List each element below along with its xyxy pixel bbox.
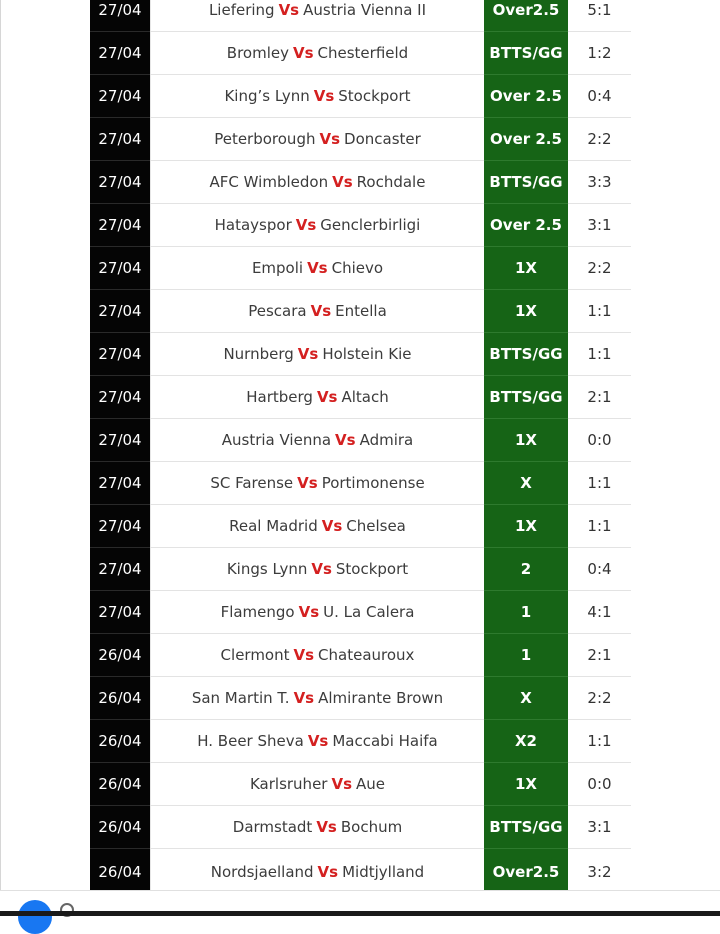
versus-label: Vs xyxy=(316,388,338,406)
versus-label: Vs xyxy=(307,259,328,277)
final-score: 5:1 xyxy=(568,0,631,31)
match-date: 27/04 xyxy=(90,505,150,548)
table-row xyxy=(90,505,631,548)
table-row xyxy=(90,677,631,720)
table-row xyxy=(90,204,631,247)
match-teams[interactable] xyxy=(150,548,484,590)
match-teams[interactable] xyxy=(150,376,484,418)
versus-label: Vs xyxy=(297,345,319,363)
home-team: Austria Vienna xyxy=(221,431,332,449)
match-date: 27/04 xyxy=(90,462,150,505)
prediction-tip: X xyxy=(484,677,568,720)
versus-label: Vs xyxy=(313,87,335,105)
versus-label: Vs xyxy=(278,1,300,19)
home-team: Kings Lynn xyxy=(226,560,308,578)
away-team: Midtjylland xyxy=(342,862,425,881)
away-team: Almirante Brown xyxy=(318,689,444,707)
versus-label: Vs xyxy=(331,775,353,793)
match-date: 27/04 xyxy=(90,161,150,204)
away-team: Altach xyxy=(341,388,389,406)
prediction-tip: BTTS/GG xyxy=(484,32,568,75)
prediction-tip: 1X xyxy=(484,763,568,806)
final-score: 1:1 xyxy=(568,505,631,547)
versus-label: Vs xyxy=(321,517,343,535)
home-team: Bromley xyxy=(226,44,289,62)
match-teams[interactable] xyxy=(150,32,484,74)
prediction-tip: 1X xyxy=(484,505,568,548)
match-date: 27/04 xyxy=(90,118,150,161)
match-teams[interactable] xyxy=(150,0,484,31)
table-row xyxy=(90,247,631,290)
home-team: Nordsjaelland xyxy=(210,862,314,881)
away-team: Chesterfield xyxy=(317,44,409,62)
versus-label: Vs xyxy=(297,474,318,492)
like-icon[interactable] xyxy=(18,900,52,934)
table-row xyxy=(90,0,631,32)
final-score: 1:1 xyxy=(568,462,631,504)
match-teams[interactable] xyxy=(150,591,484,633)
page-frame-border xyxy=(0,0,1,890)
home-team: King’s Lynn xyxy=(224,87,310,105)
versus-label: Vs xyxy=(292,44,314,62)
final-score: 3:2 xyxy=(568,849,631,894)
final-score: 0:4 xyxy=(568,548,631,590)
table-row xyxy=(90,118,631,161)
home-team: Hartberg xyxy=(246,388,313,406)
away-team: Stockport xyxy=(338,87,411,105)
prediction-tip: X xyxy=(484,462,568,505)
final-score: 2:2 xyxy=(568,677,631,719)
match-date: 27/04 xyxy=(90,419,150,462)
versus-label: Vs xyxy=(332,173,353,191)
final-score: 2:1 xyxy=(568,634,631,676)
match-date: 27/04 xyxy=(90,548,150,591)
bottom-divider xyxy=(0,911,720,916)
prediction-tip: Over 2.5 xyxy=(484,204,568,247)
match-teams[interactable] xyxy=(150,634,484,676)
match-date: 27/04 xyxy=(90,32,150,75)
home-team: Flamengo xyxy=(220,603,295,621)
predictions-table xyxy=(90,0,631,895)
away-team: U. La Calera xyxy=(323,603,415,621)
home-team: Hatayspor xyxy=(214,216,292,234)
home-team: Pescara xyxy=(248,302,307,320)
away-team: Entella xyxy=(335,302,387,320)
table-row xyxy=(90,849,631,895)
home-team: Liefering xyxy=(208,1,275,19)
final-score: 2:1 xyxy=(568,376,631,418)
match-teams[interactable] xyxy=(150,290,484,332)
match-teams[interactable] xyxy=(150,419,484,461)
versus-label: Vs xyxy=(298,603,320,621)
final-score: 0:4 xyxy=(568,75,631,117)
table-row xyxy=(90,32,631,75)
final-score: 1:2 xyxy=(568,32,631,74)
home-team: Real Madrid xyxy=(229,517,318,535)
match-teams[interactable] xyxy=(150,720,484,762)
table-row xyxy=(90,591,631,634)
table-row xyxy=(90,419,631,462)
final-score: 1:1 xyxy=(568,720,631,762)
prediction-tip: 1X xyxy=(484,290,568,333)
away-team: Doncaster xyxy=(344,130,421,148)
match-date: 27/04 xyxy=(90,0,150,32)
away-team: Rochdale xyxy=(356,173,426,191)
final-score: 1:1 xyxy=(568,333,631,375)
table-row xyxy=(90,161,631,204)
table-row xyxy=(90,720,631,763)
prediction-tip: BTTS/GG xyxy=(484,376,568,419)
match-date: 27/04 xyxy=(90,247,150,290)
prediction-tip: 2 xyxy=(484,548,568,591)
away-team: Genclerbirligi xyxy=(320,216,421,234)
match-date: 27/04 xyxy=(90,290,150,333)
versus-label: Vs xyxy=(307,732,329,750)
match-teams[interactable] xyxy=(150,204,484,246)
prediction-tip: 1X xyxy=(484,247,568,290)
home-team: Empoli xyxy=(251,259,304,277)
versus-label: Vs xyxy=(295,216,317,234)
table-row xyxy=(90,548,631,591)
match-date: 26/04 xyxy=(90,763,150,806)
match-teams[interactable] xyxy=(150,505,484,547)
away-team: Stockport xyxy=(335,560,409,578)
final-score: 1:1 xyxy=(568,290,631,332)
table-row xyxy=(90,333,631,376)
away-team: Chelsea xyxy=(346,517,406,535)
match-date: 26/04 xyxy=(90,849,150,895)
match-teams[interactable] xyxy=(150,806,484,848)
match-teams[interactable] xyxy=(150,118,484,160)
final-score: 3:1 xyxy=(568,806,631,848)
prediction-tip: Over 2.5 xyxy=(484,118,568,161)
home-team: Peterborough xyxy=(214,130,316,148)
versus-label: Vs xyxy=(319,130,341,148)
prediction-tip: X2 xyxy=(484,720,568,763)
match-teams[interactable] xyxy=(150,75,484,117)
prediction-tip: BTTS/GG xyxy=(484,333,568,376)
match-date: 26/04 xyxy=(90,720,150,763)
home-team: AFC Wimbledon xyxy=(209,173,329,191)
away-team: Maccabi Haifa xyxy=(332,732,438,750)
table-row xyxy=(90,376,631,419)
table-row xyxy=(90,290,631,333)
home-team: SC Farense xyxy=(210,474,294,492)
final-score: 0:0 xyxy=(568,763,631,805)
final-score: 4:1 xyxy=(568,591,631,633)
prediction-tip: BTTS/GG xyxy=(484,806,568,849)
away-team: Austria Vienna II xyxy=(303,1,427,19)
match-teams[interactable] xyxy=(150,763,484,805)
home-team: Clermont xyxy=(220,646,290,664)
away-team: Chateauroux xyxy=(318,646,415,664)
home-team: Darmstadt xyxy=(232,818,313,836)
versus-label: Vs xyxy=(317,862,339,881)
table-row xyxy=(90,763,631,806)
home-team: Nurnberg xyxy=(223,345,294,363)
match-teams[interactable] xyxy=(150,462,484,504)
match-teams[interactable] xyxy=(150,161,484,203)
final-score: 0:0 xyxy=(568,419,631,461)
prediction-tip: 1X xyxy=(484,419,568,462)
final-score: 3:1 xyxy=(568,204,631,246)
away-team: Chievo xyxy=(331,259,384,277)
match-date: 27/04 xyxy=(90,376,150,419)
match-date: 26/04 xyxy=(90,806,150,849)
versus-label: Vs xyxy=(316,818,337,836)
versus-label: Vs xyxy=(335,431,356,449)
match-date: 27/04 xyxy=(90,204,150,247)
table-row xyxy=(90,806,631,849)
away-team: Portimonense xyxy=(321,474,425,492)
match-teams[interactable] xyxy=(150,333,484,375)
final-score: 2:2 xyxy=(568,118,631,160)
home-team: San Martin T. xyxy=(191,689,290,707)
match-teams[interactable] xyxy=(150,677,484,719)
home-team: Karlsruher xyxy=(249,775,328,793)
match-teams[interactable] xyxy=(150,247,484,289)
table-row xyxy=(90,634,631,677)
versus-label: Vs xyxy=(293,646,315,664)
away-team: Admira xyxy=(359,431,414,449)
prediction-tip: Over2.5 xyxy=(484,0,568,32)
match-date: 27/04 xyxy=(90,75,150,118)
prediction-tip: 1 xyxy=(484,591,568,634)
final-score: 3:3 xyxy=(568,161,631,203)
match-date: 26/04 xyxy=(90,634,150,677)
match-date: 27/04 xyxy=(90,591,150,634)
away-team: Holstein Kie xyxy=(322,345,412,363)
prediction-tip: Over2.5 xyxy=(484,849,568,895)
prediction-tip: 1 xyxy=(484,634,568,677)
versus-label: Vs xyxy=(293,689,315,707)
away-team: Aue xyxy=(356,775,386,793)
table-row xyxy=(90,462,631,505)
final-score: 2:2 xyxy=(568,247,631,289)
versus-label: Vs xyxy=(310,302,332,320)
prediction-tip: BTTS/GG xyxy=(484,161,568,204)
match-teams[interactable] xyxy=(150,849,484,894)
match-date: 26/04 xyxy=(90,677,150,720)
match-date: 27/04 xyxy=(90,333,150,376)
away-team: Bochum xyxy=(340,818,403,836)
home-team: H. Beer Sheva xyxy=(197,732,304,750)
prediction-tip: Over 2.5 xyxy=(484,75,568,118)
versus-label: Vs xyxy=(311,560,332,578)
table-row xyxy=(90,75,631,118)
